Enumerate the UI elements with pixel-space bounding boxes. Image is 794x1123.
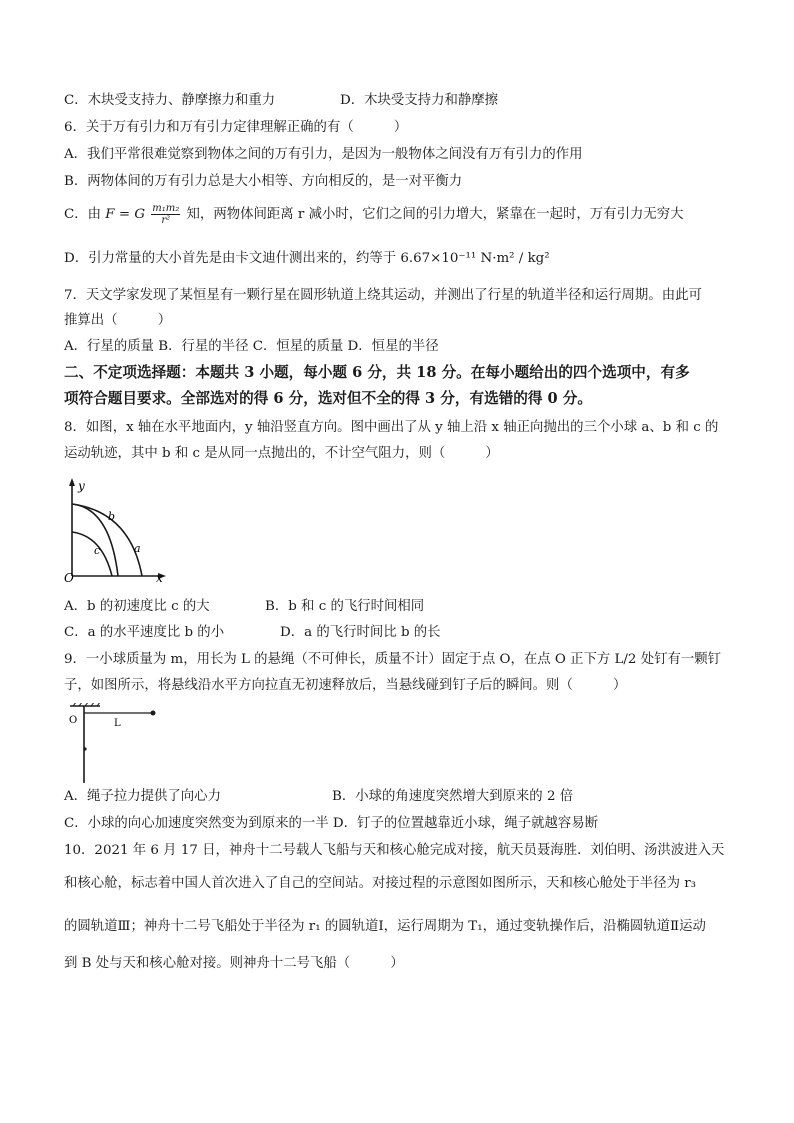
q8-stem-line-1: 8．如图，x 轴在水平地面内，y 轴沿竖直方向。图中画出了从 y 轴上沿 x 轴正向抛出的三个小球 a、b 和 c 的 xyxy=(64,420,719,435)
q9-pendulum-figure xyxy=(64,703,164,785)
q10-line-3: 的圆轨道Ⅲ；神舟十二号飞船处于半径为 r₁ 的圆轨道Ⅰ，运行周期为 T₁，通过变轨操作后，沿椭圆轨道Ⅱ运动 xyxy=(64,919,706,934)
q6-option-c-prefix: C．由 xyxy=(64,207,102,222)
q7-options: A．行星的质量 B．行星的半径 C．恒星的质量 D．恒星的半径 xyxy=(64,339,439,354)
q10-line-1: 10．2021 年 6 月 17 日，神舟十二号载人飞船与天和核心舱完成对接，航天员聂海胜．刘伯明、汤洪波进入天 xyxy=(64,843,725,858)
x-axis-label: x xyxy=(156,571,163,585)
q9-option-a: A．绳子拉力提供了向心力 xyxy=(64,789,221,804)
q6-option-a: A．我们平常很难觉察到物体之间的万有引力，是因为一般物体之间没有万有引力的作用 xyxy=(64,147,583,162)
label-a: a xyxy=(134,542,141,555)
trajectory-c xyxy=(72,532,112,576)
q7-stem-line-2: 推算出（ ） xyxy=(64,313,172,328)
q10-line-4: 到 B 处与天和核心舱对接。则神舟十二号飞船（ ） xyxy=(64,956,404,971)
q6-option-d: D．引力常量的大小首先是由卡文迪什测出来的，约等于 6.67×10⁻¹¹ N·m² / kg² xyxy=(64,251,550,266)
section-2-heading-line-2: 项符合题目要求。全部选对的得 6 分，选对但不全的得 3 分，有选错的得 0 分。 xyxy=(64,390,592,407)
origin-label: O xyxy=(64,571,74,585)
q7-stem-line-1: 7．天文学家发现了某恒星有一颗行星在圆形轨道上绕其运动，并测出了行星的轨道半径和运行周期。由此可 xyxy=(64,288,702,303)
trajectory-a xyxy=(72,504,142,576)
q9-stem-line-2: 子，如图所示，将悬线沿水平方向拉直无初速释放后，当悬线碰到钉子后的瞬间。则（ ） xyxy=(64,678,627,693)
label-c: c xyxy=(94,544,101,557)
q8-option-d: D．a 的飞行时间比 b 的长 xyxy=(280,625,441,640)
q8-option-a: A．b 的初速度比 c 的大 xyxy=(64,599,210,614)
length-l-label: L xyxy=(114,718,121,729)
q9-option-b: B．小球的角速度突然增大到原来的 2 倍 xyxy=(332,789,574,804)
q9-option-c-d: C．小球的向心加速度突然变为到原来的一半 D．钉子的位置越靠近小球，绳子就越容易断 xyxy=(64,816,599,831)
q8-stem-line-2: 运动轨迹，其中 b 和 c 是从同一点抛出的，不计空气阻力，则（ ） xyxy=(64,446,499,461)
q6-option-b: B．两物体间的万有引力总是大小相等、方向相反的，是一对平衡力 xyxy=(64,174,463,189)
q6-formula-denominator: r² xyxy=(161,215,171,226)
q6-formula-numerator: m₁m₂ xyxy=(152,203,180,214)
q5-option-d: D．木块受支持力和静摩擦 xyxy=(340,93,499,108)
q8-option-c: C．a 的水平速度比 b 的小 xyxy=(64,625,225,640)
point-o-label: O xyxy=(69,715,78,726)
q10-line-2: 和核心舱，标志着中国人首次进入了自己的空间站。对接过程的示意图如图所示，天和核心舱处于半径为 r₃ xyxy=(64,876,696,891)
label-b: b xyxy=(108,510,116,523)
y-axis-arrow xyxy=(69,478,75,486)
section-2-heading-line-1: 二、不定项选择题：本题共 3 小题，每小题 6 分，共 18 分。在每小题给出的四个选项中，有多 xyxy=(64,364,690,381)
q6-option-c xyxy=(64,202,684,228)
q5-option-c: C．木块受支持力、静摩擦力和重力 xyxy=(64,93,276,108)
q6-stem: 6．关于万有引力和万有引力定律理解正确的有（ ） xyxy=(64,120,408,135)
ball xyxy=(151,711,156,716)
q8-trajectory-figure xyxy=(62,476,172,586)
nail xyxy=(83,747,86,750)
y-axis-label: y xyxy=(78,479,85,493)
q6-option-c-suffix: 知，两物体间距离 r 减小时，它们之间的引力增大，紧靠在一起时，万有引力无穷大 xyxy=(186,207,684,222)
q6-formula-fraction xyxy=(151,203,180,226)
q9-stem-line-1: 9．一小球质量为 m，用长为 L 的悬绳（不可伸长，质量不计）固定于点 O，在点 O 正下方 L/2 处钉有一颗钉 xyxy=(64,652,722,667)
q6-formula-lhs: F = G xyxy=(105,207,146,222)
q8-option-b: B．b 和 c 的飞行时间相同 xyxy=(265,599,425,614)
